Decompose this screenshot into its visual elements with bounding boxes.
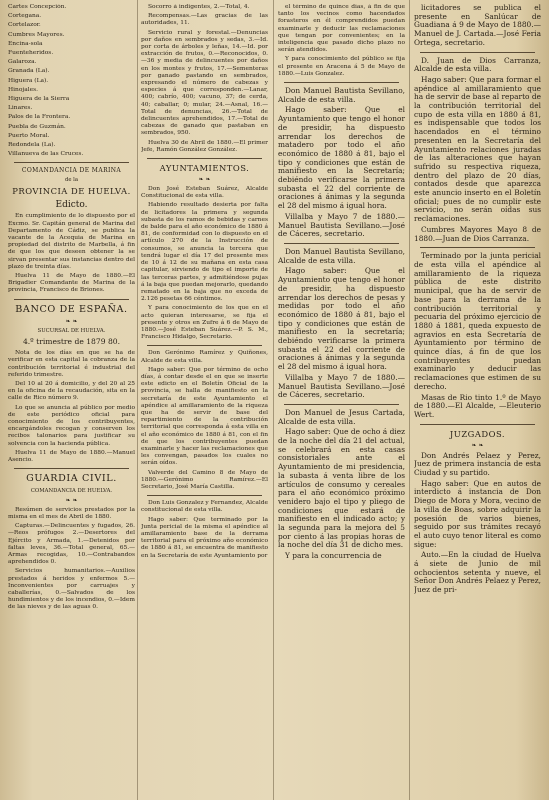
paragraph: Don Manuel de Jesus Cartada, Alcalde de esta villa. xyxy=(278,407,405,426)
section-divider xyxy=(284,404,399,405)
paragraph: Don Gerónimo Ramírez y Quiñones, Alcalde de esta villa. xyxy=(141,350,268,364)
paragraph: Y para conocimiento de los que en el acto quieran interesarse, se fija el presente y otros en Zufre á 6 de Mayo de 1880.—José Esteban Suárez.—P. S. M., Francisco Hidalgo, Secretario. xyxy=(141,305,268,341)
ornament: ❧ ❧ xyxy=(65,317,78,325)
signature: Valverde del Camino 8 de Mayo de 1880.—Gerónimo Ramírez.—El Secretario, José María Castilla. xyxy=(141,469,268,490)
paragraph: Y para la concurrencia de xyxy=(285,551,382,561)
paragraph: el término de quince días, á fin de que tanto los vecinos como hacendados forasteros en él comprendidos puedan examinarle y deducir las reclamaciones que tengan por convenientes; en la inteligencia que pasado dicho plazo no serán atendidos. xyxy=(278,4,405,54)
paragraph: Don Manuel Bautista Sevillano, Alcalde de esta villa. xyxy=(278,246,405,265)
paragraph: Terminado por la junta pericial de esta villa el apéndice al amillaramiento de la riqueza pública de este distrito municipal, que ha de servir de base para la derrama de la contribución territorial y pecuaria del próximo ejercicio de 1880 á 1881, queda expuesto de agravios en esta Secretaría de Ayuntamiento por término de quince días, á fin de que los contribuyentes puedan examinarlo y deducir las reclamaciones que estimen de su derecho. xyxy=(414,251,541,391)
section-divider xyxy=(420,424,535,425)
column-2 xyxy=(141,4,268,796)
town-list-item: Villanueva de las Cruces. xyxy=(8,151,84,158)
signature: Villalba y Mayo 7 de 1880.—Manuel Bautista Sevillano.—José de Cáceres, secretario. xyxy=(278,372,405,400)
signature: Huelva 30 de Abril de 1880.—El primer Jefe, Ramón González González. xyxy=(141,139,268,153)
town-list-item: Granada (La). xyxy=(8,68,50,75)
paragraph: Don Manuel Bautista Sevillano, Alcalde de esta villa. xyxy=(278,86,405,104)
paragraph: Don Luis Gonzalez y Fernandez, Alcalde constitucional de esta villa. xyxy=(141,500,268,514)
paragraph: Habiendo resultado desierta por falta de licitadores la primera y segunda subasta de los ramos de bebidas y carnes de balde para el año económico de 1880 á 81, de conformidad con lo dispuesto en el artículo 270 de la Instrucción de consumos, se anuncia la tercera que tendrá lugar el día 17 del presente mes de 10 á 12 de su mañana en esta casa capitular, sirviendo de tipo el importe de las terceras partes, y admitiéndose pujas á la baja que puedan mejorarlo, quedando rematado en la baja que no exceda de 2.126 pesetas 66 céntimos. xyxy=(141,202,268,303)
paragraph: Hago saber: Que el Ayuntamiento que tengo el honor de presidir, ha dispuesto arrendar los derechos de pesas y medidas por todo el año económico de 1880 á 81, bajo el tipo y condiciones que están de manifiesto en la secretaría; debiéndo verificarse la primera subasta el 22 del corriente de oraciones á ánimas y la segunda el 28 del mismo á igual hora. xyxy=(278,266,405,372)
town-list-item: Encina-sola xyxy=(8,40,43,47)
marina-province: PROVINCIA DE HUELVA. xyxy=(12,186,131,197)
town-list-item: Cumbres Mayores. xyxy=(8,31,65,38)
paragraph: Hago saber: Que por término de ocho días, á contar desde el en que se inserte este edicto en el Boletín Oficial de la provincia, se halla de manifiesto en la secretaría de este Ayuntamiento el apéndice al amillaramiento de la riqueza que ha de servir de base del repartimiento de la contribución territorial que corresponda á esta villa en el año económico de 1880 á 81, con el fin de que los contribuyentes puedan examinarle y hacer las reclamaciones que les convengan, pasados los cuales no serán oídos. xyxy=(141,366,268,467)
town-list-item: Fuenteheridos. xyxy=(8,50,54,57)
town-list-item: Higuera (La). xyxy=(8,77,49,84)
banco-heading: BANCO DE ESPAÑA. xyxy=(15,303,128,315)
ornament: ❧ ❧ xyxy=(471,441,484,449)
edicto-signature: Huelva 11 de Mayo de 1880.—El Brigadier Comandante de Marina de la provincia, Francisco de Briones. xyxy=(8,273,135,294)
banco-text: Lo que se anuncia al público por medio de este periódico oficial para conocimiento de los contribuyentes, encargándoles recogan y conserven los recibos talonarios para justificar su solvencia con la hacienda pública. xyxy=(8,404,135,447)
town-list-item: Hinojales. xyxy=(8,86,38,93)
section-divider xyxy=(147,495,262,496)
column-3 xyxy=(278,4,405,796)
town-list-item: Puebla de Guzmán. xyxy=(8,123,66,130)
paragraph: Hago saber: Que de ocho á diez de la noche del día 21 del actual, se celebrará en esta casas consistoriales ante el Ayuntamiento de mi presidencia, la subasta á venta libre de los artículos de consumo y cereales para el año económico próximo venidero bajo el tipo y pliego de condiciones que estará de manifiesto en el indicado acto; y la segunda para la mejora del 5 por ciento á las propias horas de la noche del día 31 de dicho mes. xyxy=(278,427,405,550)
paragraph: Servicio rural y forestal.—Denuncias por daños en sembrados y sedas, 3.—Id. por corta de árboles y leñas, 14.—Id. por extracción de frutos, 0.—Reconocidos, 0.—36 y media de delincuentes por daños en los montes y frutos, 17.—Sementeras por ganado pastando en sembrados, expresando el número de cabezas y especies á que corresponden.—Lanar, 400; cabrío, 400; vacuno, 37; de cerda, 40; caballar, 0; mular, 24.—Asnal, 16.—Total de denuncias, 26.—Total de delincuentes aprehendidos, 17.—Total de cabezas de ganado que pastaban en sembrados, 950. xyxy=(141,29,268,137)
town-list-item: Cortegana. xyxy=(8,13,42,20)
column-rule xyxy=(137,0,138,800)
marina-heading-de: de la xyxy=(64,176,79,183)
paragraph: Hago saber: Que para formar el apéndice al amillaramiento que ha de servir de base al reparto de la contribución territorial del cupo de esta villa en 1880 á 81, es indispensable que todos los hacendados en el término presenten en la Secretaría del Ayuntamiento relaciones juradas de las alteraciones que hayan sufrido su respectiva riqueza, dentro del plazo de 20 días, contados desde que aparezca este anuncio inserto en el Boletín oficial; pues de no cumplir este servicio, no serán oídas sus reclamaciones. xyxy=(414,74,541,224)
town-list-item: Cartes Concepción. xyxy=(8,4,67,10)
section-divider xyxy=(14,299,129,300)
section-divider xyxy=(420,52,535,53)
guardia-subheading: COMANDANCIA DE HUELVA. xyxy=(30,488,113,495)
guardia-text: Servicios humanitarios.—Auxilios prestados á heridos y enfermos 5.—Inconvenientes por carruajes y caballerías, 0.—Salvados de los hundimientos y de los incendios, 0.—Idem de las nieves y de las aguas 0. xyxy=(8,568,135,611)
town-list-item: Galaroza. xyxy=(8,59,37,66)
section-divider xyxy=(284,243,399,244)
town-list-item: Redondela (La). xyxy=(8,142,56,149)
paragraph: licitadores se publica el presente en Sanlúcar de Guadiana á 9 de Mayo de 1880.—Manuel de J. Cartada.—José Feria Ortega, secretario. xyxy=(414,4,541,47)
paragraph: Don José Esteban Suárez, Alcalde Constitucional de esta villa. xyxy=(141,186,268,200)
guardia-heading: GUARDIA CIVIL. xyxy=(26,473,117,485)
column-4 xyxy=(414,4,541,796)
paragraph: Hago saber: Que terminado por la Junta pericial de la misma el apéndice al amillaramiento base de la derrama territorial para el próximo año económico de 1880 á 81, se encuentra de manifiesto en la Secretaría de este Ayuntamiento por xyxy=(141,516,268,559)
section-divider xyxy=(420,247,535,248)
section-divider xyxy=(147,158,262,159)
edicto-title: Edicto. xyxy=(55,200,88,211)
banco-subheading: SUCURSAL DE HUELVA. xyxy=(37,327,106,334)
column-1 xyxy=(8,4,135,796)
paragraph: D. Juan de Dios Carranza, Alcalde de esta villa. xyxy=(414,55,541,74)
paragraph: Socorro á indigentes, 2.—Total, 4. xyxy=(148,4,250,10)
banco-signature: Huelva 11 de Mayo de 1880.—Manuel Asencio. xyxy=(8,449,135,464)
section-divider xyxy=(147,345,262,346)
paragraph: Hago saber: Que en autos de interdicto á instancia de Don Diego de Mora y Mora, vecino de la villa de Boas, sobre adquirir la posesión de varios bienes, seguido por sus trámites recayó el auto cuyo tenor literal es como sigue: xyxy=(414,478,541,549)
paragraph: Auto.—En la ciudad de Huelva á siete de Junio de mil ochocientos setenta y nueve, el Señor Don Andrés Pelaez y Perez, Juez de pri- xyxy=(414,550,541,595)
paragraph: Recompensas.—Las gracias de las autoridades, 11. xyxy=(141,13,268,27)
town-list-item: Palos de la Frontera. xyxy=(8,114,71,121)
town-list-item: Linares. xyxy=(8,105,33,112)
signature: Villalba y Mayo 7 de 1880.—Manuel Bautista Sevillano.—José de Cáceres, secretario. xyxy=(278,211,405,239)
town-list-item: Puerto Moral. xyxy=(8,132,50,139)
guardia-text: Capturas.—Delincuentes y fugados, 26.—Reos prófugos 2.—Desertores del Ejército y Armada, 1.—Detenidos por faltas leves, 36.—Total general, 65.—Armas recogidas, 10.—Contrabandos aprehendidos 0. xyxy=(8,523,135,566)
edicto-text: En cumplimiento de lo dispuesto por el Excmo. Sr. Capitán general de Marina del Departamento de Cádiz, se publica la vacante de la Acequia de Marina en propiedad del distrito de Marbella, á fin de que los que deseen obtener la se sirvan presentar sus instancias dentro del plazo de treinta días. xyxy=(8,213,135,270)
column-rule xyxy=(409,0,410,800)
signature: Cumbres Mayores Mayo 8 de 1880.—Juan de Dios Carranza. xyxy=(414,224,541,243)
column-rule xyxy=(273,0,274,800)
section-divider xyxy=(14,162,129,163)
paragraph: Don Andrés Pelaez y Perez, Juez de primera instancia de esta Ciudad y su partido. xyxy=(414,450,541,478)
ayuntamientos-heading: AYUNTAMIENTOS. xyxy=(159,163,250,174)
signature: Y para conocimiento del público se fija el presente en Aracena á 5 de Mayo de 1880.—Luis Gonzalez. xyxy=(278,56,405,77)
marina-heading: COMANDANCIA DE MARINA xyxy=(21,167,122,175)
juzgados-heading: JUZGADOS. xyxy=(449,428,506,439)
banco-text: Del 10 al 20 á domicilio, y del 20 al 25 en la oficina de la recaudación, sita en la calle de Rico número 9. xyxy=(8,381,135,402)
banco-text: Nota de los días en que se ha de verificar en esta capital la cobranza de la contribución territorial é industrial del referido trimestre. xyxy=(8,350,135,378)
paragraph: Hago saber: Que el Ayuntamiento que tengo el honor de presidir, ha dispuesto arrendar los derechos de matadero por todo el año económico de 1880 á 81, bajo el tipo y condiciones que están de manifiesto en la Secretaría; debiéndo verificarse la primera subasta el 22 del corriente de oraciones á ánimas y la segunda el 28 del mismo á igual hora. xyxy=(278,105,405,211)
signature: Masas de Rio tinto 1.º de Mayo de 1880.—El Alcalde, —Eleuterio Wert. xyxy=(414,392,541,419)
banco-quarter: 4.º trimestre de 1879 80. xyxy=(22,337,121,347)
guardia-text: Resúmen de servicios prestados por la misma en el mes de Abril de 1880. xyxy=(8,506,135,520)
ornament: ❧ ❧ xyxy=(198,176,211,184)
town-list-item: Cortelazor. xyxy=(8,22,41,29)
section-divider xyxy=(284,82,399,83)
town-list-item: Higuera de la Sierra xyxy=(8,96,70,103)
ornament: ❧ ❧ xyxy=(65,496,78,504)
section-divider xyxy=(14,468,129,469)
town-list xyxy=(8,4,135,158)
